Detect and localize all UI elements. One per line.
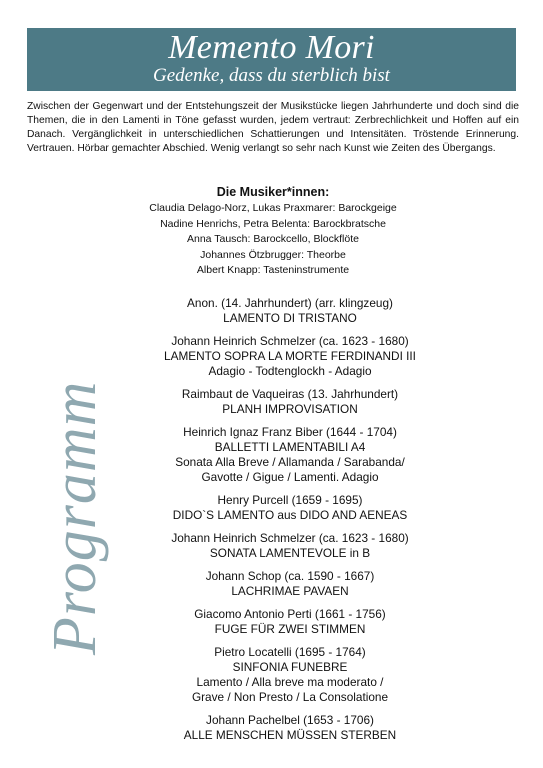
program-movements: Adagio - Todtenglockh - Adagio	[208, 364, 372, 378]
program-list	[100, 296, 480, 751]
musician-line: Johannes Ötzbrugger: Theorbe	[200, 248, 346, 261]
musician-line: Anna Tausch: Barockcello, Blockflöte	[187, 233, 359, 245]
program-composer: Raimbaut de Vaqueiras (13. Jahrhundert)	[181, 387, 399, 401]
musician-line: Albert Knapp: Tasteninstrumente	[196, 264, 350, 276]
program-work: PLANH IMPROVISATION	[222, 402, 358, 416]
program-composer: Johann Pachelbel (1653 - 1706)	[206, 713, 374, 727]
program-composer: Anon. (14. Jahrhundert) (arr. klingzeug)	[187, 296, 393, 310]
musicians-heading: Die Musiker*innen:	[216, 185, 330, 199]
intro-paragraph: Zwischen der Gegenwart und der Entstehungszeit der Musikstücke liegen Jahrhunderte und doch sind die Themen, die in den Lamenti in Töne gefasst wurden, jedem vertraut: Zerbrechlichkeit und Hoffen auf ein Danach. Vergänglichkeit in unterschiedlichen Schattierungen und Intensitäten. Tröstende Erinnerung. Vertrauen. Hörbar gemachter Abschied. Wenig verlangt so sehr nach Kunst wie Zeiten des Übergangs.	[27, 101, 519, 154]
program-composer: Heinrich Ignaz Franz Biber (1644 - 1704)	[183, 425, 397, 439]
program-work: SINFONIA FUNEBRE	[232, 660, 348, 674]
program-work: DIDO`S LAMENTO aus DIDO AND AENEAS	[172, 508, 408, 522]
musician-line: Nadine Henrichs, Petra Belenta: Barockbratsche	[160, 217, 386, 230]
program-movements: Gavotte / Gigue / Lamenti. Adagio	[201, 470, 379, 484]
program-item	[100, 713, 480, 743]
program-composer: Pietro Locatelli (1695 - 1764)	[214, 645, 366, 659]
page-subtitle: Gedenke, dass du sterblich bist	[153, 65, 390, 86]
program-composer: Johann Heinrich Schmelzer (ca. 1623 - 1680)	[171, 531, 409, 545]
musician-line: Claudia Delago-Norz, Lukas Praxmarer: Barockgeige	[149, 202, 397, 214]
musicians-section	[27, 184, 519, 279]
program-work: LAMENTO DI TRISTANO	[223, 311, 357, 325]
program-item	[100, 493, 480, 523]
program-item	[100, 387, 480, 417]
program-work: LAMENTO SOPRA LA MORTE FERDINANDI III	[164, 349, 416, 363]
title-banner	[27, 28, 516, 91]
page-title: Memento Mori	[168, 29, 375, 66]
program-composer: Johann Schop (ca. 1590 - 1667)	[205, 569, 375, 583]
program-item	[100, 425, 480, 485]
program-item	[100, 531, 480, 561]
program-movements: Sonata Alla Breve / Allamanda / Sarabanda/	[175, 455, 405, 469]
program-composer: Johann Heinrich Schmelzer (ca. 1623 - 1680)	[171, 334, 409, 348]
program-side-title: Programm	[41, 380, 109, 655]
program-movements: Lamento / Alla breve ma moderato /	[196, 675, 384, 689]
program-work: ALLE MENSCHEN MÜSSEN STERBEN	[183, 728, 397, 742]
program-item	[100, 569, 480, 599]
program-work: LACHRIMAE PAVAEN	[231, 584, 349, 598]
program-item	[100, 607, 480, 637]
program-work: FUGE FÜR ZWEI STIMMEN	[214, 622, 366, 636]
program-work: BALLETTI LAMENTABILI A4	[214, 440, 366, 454]
program-composer: Giacomo Antonio Perti (1661 - 1756)	[194, 607, 386, 621]
program-item	[100, 296, 480, 326]
program-item	[100, 645, 480, 705]
program-work: SONATA LAMENTEVOLE in B	[209, 546, 371, 560]
program-composer: Henry Purcell (1659 - 1695)	[217, 493, 363, 507]
program-movements: Grave / Non Presto / La Consolatione	[191, 690, 389, 704]
program-item	[100, 334, 480, 379]
